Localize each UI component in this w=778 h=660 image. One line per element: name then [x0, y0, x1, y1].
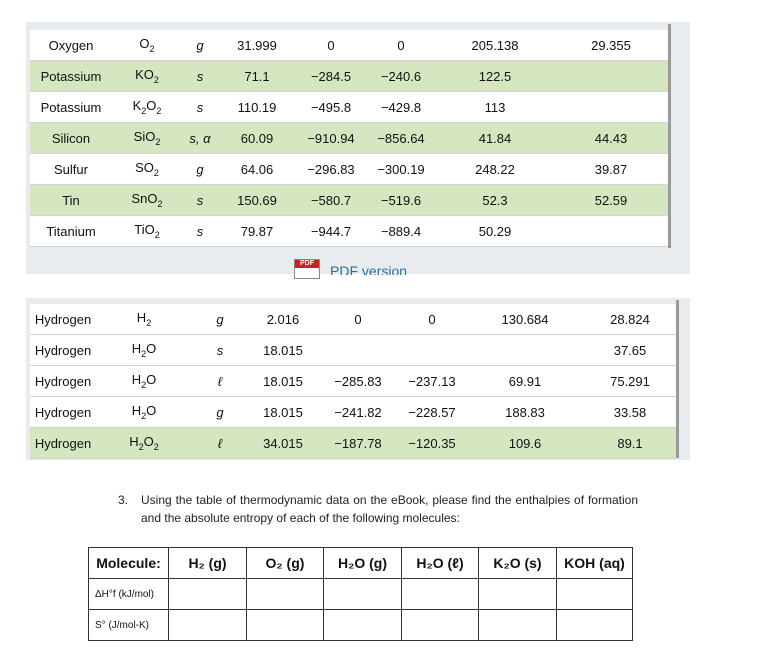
top-thermo-table: [30, 30, 668, 247]
gibbs-formation: 0: [398, 304, 466, 335]
formula-subscript: 2: [141, 106, 147, 116]
table-row: [30, 61, 668, 92]
formula: [112, 185, 182, 216]
enthalpy-formation: −285.83: [318, 366, 398, 397]
formula: [96, 304, 192, 335]
table-row: [30, 366, 676, 397]
state: s: [182, 185, 218, 216]
header-koh-aq: KOH (aq): [557, 548, 633, 579]
element-name: Silicon: [30, 123, 112, 154]
answer-cell[interactable]: [479, 579, 557, 610]
standard-entropy: 109.6: [466, 428, 584, 459]
formula-part: SO: [135, 160, 154, 175]
formula-subscript: 2: [156, 106, 162, 116]
standard-entropy: [466, 335, 584, 366]
question-text: Using the table of thermodynamic data on the eBook, please find the enthalpies of formation and the absolute entropy of each of the following molecules:: [141, 493, 638, 525]
formula: [96, 366, 192, 397]
formula-subscript: 2: [155, 137, 161, 147]
entropy-row-label: S° (J/mol-K): [89, 610, 169, 641]
formula-subscript: 2: [153, 442, 159, 452]
element-name: Hydrogen: [30, 428, 96, 459]
heat-capacity: 44.43: [554, 123, 668, 154]
standard-entropy: 52.3: [436, 185, 554, 216]
formula: [112, 61, 182, 92]
answer-cell[interactable]: [324, 610, 402, 641]
state: g: [192, 397, 248, 428]
state: ℓ: [192, 366, 248, 397]
formula-part: H: [131, 341, 142, 356]
answer-cell[interactable]: [479, 610, 557, 641]
state: s: [182, 216, 218, 247]
enthalpy-formation: −241.82: [318, 397, 398, 428]
gibbs-formation: −429.8: [366, 92, 436, 123]
molar-mass: 150.69: [218, 185, 296, 216]
formula: [96, 335, 192, 366]
standard-entropy: 50.29: [436, 216, 554, 247]
enthalpy-formation: −187.78: [318, 428, 398, 459]
element-name: Hydrogen: [30, 304, 96, 335]
state: g: [192, 304, 248, 335]
molar-mass: 60.09: [218, 123, 296, 154]
formula-part: O: [143, 434, 154, 449]
table-row: [30, 154, 668, 185]
answer-cell[interactable]: [169, 610, 247, 641]
enthalpy-formation: −284.5: [296, 61, 366, 92]
molecule-header-row: [89, 548, 633, 579]
formula-subscript: 2: [149, 44, 155, 54]
enthalpy-row: [89, 579, 633, 610]
formula-subscript: 2: [146, 318, 152, 328]
formula-part: SiO: [133, 129, 156, 144]
formula-subscript: 2: [154, 230, 160, 240]
gibbs-formation: 0: [366, 30, 436, 61]
element-name: Potassium: [30, 92, 112, 123]
state: s: [182, 92, 218, 123]
state: s: [192, 335, 248, 366]
gibbs-formation: −237.13: [398, 366, 466, 397]
formula-part: KO: [135, 67, 154, 82]
formula-subscript: 2: [153, 168, 159, 178]
heat-capacity: 39.87: [554, 154, 668, 185]
state: s: [182, 61, 218, 92]
gibbs-formation: [398, 335, 466, 366]
heat-capacity: [554, 216, 668, 247]
formula-subscript: 2: [157, 199, 163, 209]
molar-mass: 18.015: [248, 397, 318, 428]
answer-cell[interactable]: [557, 610, 633, 641]
entropy-row: [89, 610, 633, 641]
element-name: Tin: [30, 185, 112, 216]
question-number: 3.: [118, 493, 129, 507]
enthalpy-formation: −910.94: [296, 123, 366, 154]
table-row: [30, 216, 668, 247]
standard-entropy: 113: [436, 92, 554, 123]
molar-mass: 18.015: [248, 335, 318, 366]
table-row: [30, 304, 676, 335]
enthalpy-formation: −495.8: [296, 92, 366, 123]
table-row: [30, 123, 668, 154]
formula-subscript: 2: [141, 349, 147, 359]
heat-capacity: 37.65: [584, 335, 676, 366]
element-name: Sulfur: [30, 154, 112, 185]
answer-cell[interactable]: [247, 610, 324, 641]
header-h2-gas: H₂ (g): [169, 548, 247, 579]
formula-part: O: [146, 98, 157, 113]
enthalpy-formation: −580.7: [296, 185, 366, 216]
formula-subscript: 2: [141, 380, 147, 390]
formula-part: O: [146, 372, 157, 387]
heat-capacity: 28.824: [584, 304, 676, 335]
answer-cell[interactable]: [402, 579, 479, 610]
formula-part: H: [136, 310, 147, 325]
molar-mass: 31.999: [218, 30, 296, 61]
bottom-thermo-table: [30, 304, 676, 459]
element-name: Hydrogen: [30, 397, 96, 428]
answer-cell[interactable]: [402, 610, 479, 641]
molar-mass: 2.016: [248, 304, 318, 335]
molar-mass: 110.19: [218, 92, 296, 123]
enthalpy-formation: 0: [318, 304, 398, 335]
formula-part: TiO: [134, 222, 155, 237]
header-k2o-solid: K₂O (s): [479, 548, 557, 579]
heat-capacity: 89.1: [584, 428, 676, 459]
gibbs-formation: −120.35: [398, 428, 466, 459]
standard-entropy: 248.22: [436, 154, 554, 185]
molecule-answer-table: [88, 547, 633, 641]
standard-entropy: 205.138: [436, 30, 554, 61]
header-o2-gas: O₂ (g): [247, 548, 324, 579]
element-name: Hydrogen: [30, 335, 96, 366]
answer-cell[interactable]: [324, 579, 402, 610]
gibbs-formation: −519.6: [366, 185, 436, 216]
table-row: [30, 397, 676, 428]
gibbs-formation: −889.4: [366, 216, 436, 247]
formula-subscript: 2: [153, 75, 159, 85]
gibbs-formation: −856.64: [366, 123, 436, 154]
state: s, α: [182, 123, 218, 154]
formula-part: O: [146, 403, 157, 418]
formula: [96, 428, 192, 459]
enthalpy-row-label: ΔH°f (kJ/mol): [89, 579, 169, 610]
molar-mass: 79.87: [218, 216, 296, 247]
formula-part: K: [132, 98, 142, 113]
formula: [112, 216, 182, 247]
standard-entropy: 69.91: [466, 366, 584, 397]
answer-cell[interactable]: [247, 579, 324, 610]
enthalpy-formation: −944.7: [296, 216, 366, 247]
state: g: [182, 30, 218, 61]
table-row: [30, 92, 668, 123]
heat-capacity: 29.355: [554, 30, 668, 61]
formula-part: SnO: [131, 191, 158, 206]
heat-capacity: 33.58: [584, 397, 676, 428]
formula: [112, 30, 182, 61]
answer-cell[interactable]: [169, 579, 247, 610]
heat-capacity: [554, 92, 668, 123]
formula-subscript: 2: [141, 411, 147, 421]
heat-capacity: 75.291: [584, 366, 676, 397]
enthalpy-formation: −296.83: [296, 154, 366, 185]
molar-mass: 71.1: [218, 61, 296, 92]
formula-part: O: [139, 36, 150, 51]
pdf-version-text[interactable]: PDF version: [330, 263, 408, 275]
table-row: [30, 335, 676, 366]
formula-part: H: [129, 434, 139, 449]
gibbs-formation: −300.19: [366, 154, 436, 185]
table-row: [30, 428, 676, 459]
enthalpy-formation: 0: [296, 30, 366, 61]
question-3: [118, 491, 638, 527]
standard-entropy: 130.684: [466, 304, 584, 335]
state: ℓ: [192, 428, 248, 459]
enthalpy-formation: [318, 335, 398, 366]
header-h2o-liquid: H₂O (ℓ): [402, 548, 479, 579]
formula: [96, 397, 192, 428]
pdf-icon: PDF: [294, 259, 320, 279]
molar-mass: 64.06: [218, 154, 296, 185]
table-row: [30, 185, 668, 216]
formula: [112, 123, 182, 154]
element-name: Titanium: [30, 216, 112, 247]
formula-part: H: [131, 403, 142, 418]
formula: [112, 92, 182, 123]
header-h2o-gas: H₂O (g): [324, 548, 402, 579]
gibbs-formation: −228.57: [398, 397, 466, 428]
header-molecule: Molecule:: [89, 548, 169, 579]
heat-capacity: [554, 61, 668, 92]
formula: [112, 154, 182, 185]
formula-subscript: 2: [138, 442, 144, 452]
gibbs-formation: −240.6: [366, 61, 436, 92]
standard-entropy: 188.83: [466, 397, 584, 428]
standard-entropy: 41.84: [436, 123, 554, 154]
molar-mass: 34.015: [248, 428, 318, 459]
state: g: [182, 154, 218, 185]
formula-part: O: [146, 341, 157, 356]
element-name: Hydrogen: [30, 366, 96, 397]
element-name: Oxygen: [30, 30, 112, 61]
element-name: Potassium: [30, 61, 112, 92]
bottom-table-shadow: [676, 300, 679, 458]
molar-mass: 18.015: [248, 366, 318, 397]
table-row: [30, 30, 668, 61]
heat-capacity: 52.59: [554, 185, 668, 216]
answer-cell[interactable]: [557, 579, 633, 610]
standard-entropy: 122.5: [436, 61, 554, 92]
top-table-shadow: [668, 24, 671, 248]
formula-part: H: [131, 372, 142, 387]
